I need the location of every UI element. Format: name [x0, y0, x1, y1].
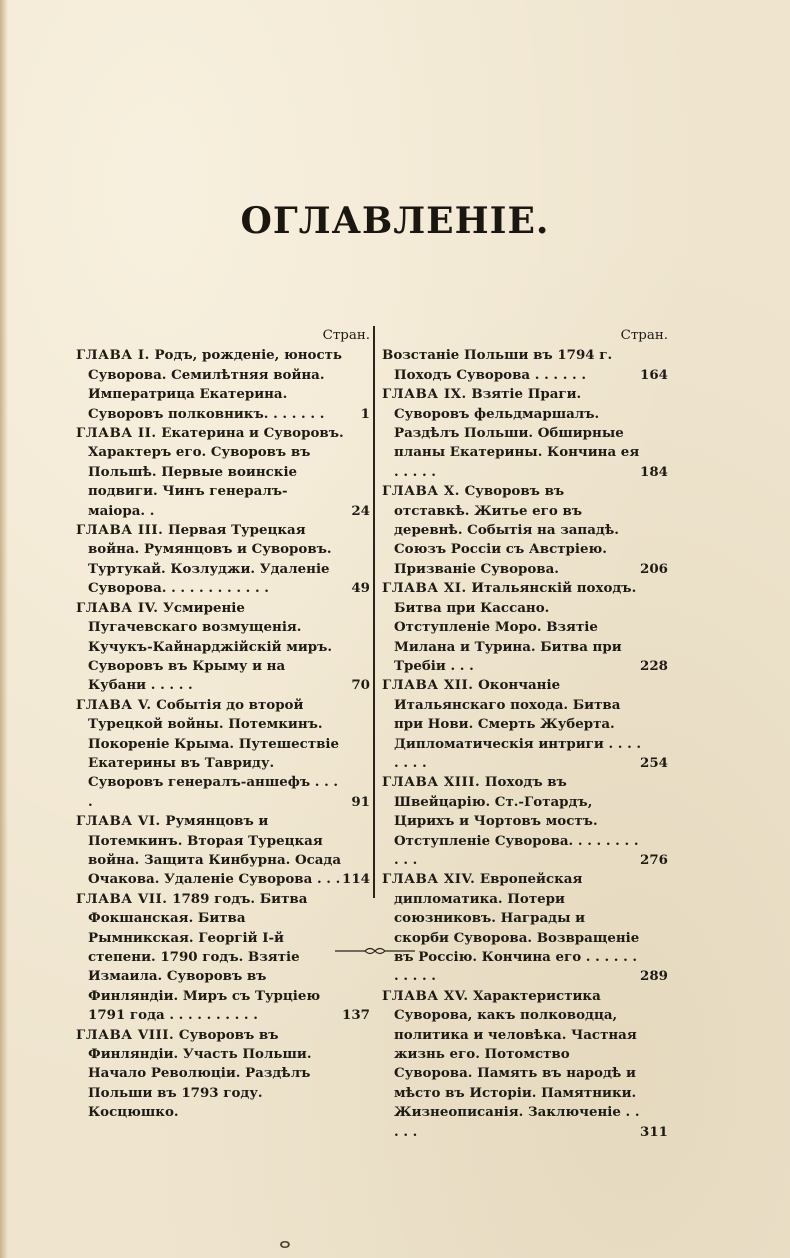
toc-entry [382, 482, 668, 579]
toc-continuation [382, 346, 668, 385]
chapter-page-number: 70 [351, 677, 370, 694]
chapter-label: ГЛАВА III. [76, 522, 164, 539]
chapter-description: 1789 годъ. Битва Фокшанская. Битва Рымникская. Георгiй I-й степени. 1790 годъ. Взятiе Измаила. Суворовъ въ Финляндiи. Миръ съ Турцiею 1791 года . . . . . . . . . . [88, 890, 321, 1024]
chapter-label: ГЛАВА VI. [76, 813, 161, 830]
chapter-label: ГЛАВА X. [382, 483, 460, 500]
chapter-description: Суворовъ въ Финляндiи. Участь Польши. Начало Революцiи. Раздѣлъ Польши въ 1793 году. Косцюшко. [88, 1026, 312, 1121]
continuation-page: 164 [640, 366, 668, 383]
chapter-page-number: 184 [640, 463, 668, 480]
chapter-description: Суворовъ въ отставкѣ. Житье его въ деревнѣ. Событiя на западѣ. Союзъ Россiи съ Австрiею. Призванiе Суворова. [394, 483, 619, 577]
page-title: ОГЛАВЛЕНIЕ. [240, 200, 550, 242]
chapter-label: ГЛАВА IV. [76, 599, 159, 616]
toc-right-list [382, 385, 668, 1142]
toc-left-column [76, 326, 370, 1123]
toc-entry [76, 521, 370, 599]
chapter-page-number: 49 [351, 580, 370, 597]
chapter-description: Событiя до второй Турецкой войны. Потемкинъ. Покоренiе Крыма. Путешествiе Екатерины въ Тавриду. Суворовъ генералъ-аншефъ . . . . [88, 696, 340, 810]
chapter-label: ГЛАВА XV. [382, 987, 469, 1004]
chapter-page-number: 114 [342, 871, 370, 888]
chapter-label: ГЛАВА I. [76, 347, 150, 364]
chapter-label: ГЛАВА IX. [382, 386, 467, 403]
chapter-description: Усмиренiе Пугачевскаго возмущенiя. Кучукъ-Кайнарджiйскiй миръ. Суворовъ въ Крыму и на Кубани . . . . . [88, 599, 333, 694]
ornament-divider [335, 944, 415, 958]
continuation-text: Возстанiе Польши въ 1794 г. Походъ Суворова . . . . . . [382, 347, 613, 383]
chapter-page-number: 24 [351, 502, 370, 519]
chapter-description: Екатерина и Суворовъ. Характеръ его. Суворовъ въ Польшѣ. Первые воинскiе подвиги. Чинъ генералъ-маiора. . [88, 425, 344, 519]
toc-entry [76, 599, 370, 696]
chapter-label: ГЛАВА VII. [76, 890, 168, 907]
chapter-page-number: 311 [640, 1123, 668, 1140]
chapter-label: ГЛАВА VIII. [76, 1026, 175, 1043]
chapter-description: Родъ, рожденiе, юность Суворова. Семилѣтняя война. Императрица Екатерина. Суворовъ полковникъ. . . . . . . [88, 347, 342, 422]
toc-entry [76, 890, 370, 1026]
chapter-label: ГЛАВА XIII. [382, 774, 481, 791]
chapter-page-number: 276 [640, 851, 668, 868]
chapter-page-number: 91 [351, 793, 370, 810]
page-folio-mark: ⴰ [279, 1232, 291, 1253]
chapter-description: Взятiе Праги. Суворовъ фельдмаршалъ. Раздѣлъ Польши. Обширные планы Екатерины. Кончина ея . . . . . [394, 386, 640, 480]
chapter-label: ГЛАВА XIV. [382, 871, 476, 888]
column-divider [373, 326, 375, 898]
toc-right-column [382, 326, 668, 1142]
chapter-page-number: 228 [640, 657, 668, 674]
toc-entry [382, 870, 668, 986]
chapter-page-number: 254 [640, 754, 668, 771]
chapter-description: Окончанiе Итальянскаго похода. Битва при Нови. Смерть Жуберта. Дипломатическiя интриги . . . . . . . . [394, 677, 642, 771]
page-column-header-left: Стран. [322, 328, 370, 343]
chapter-page-number: 137 [342, 1007, 370, 1024]
toc-entry [76, 424, 370, 521]
toc-left-list [76, 346, 370, 1122]
toc-entry [76, 346, 370, 424]
toc-entry [382, 987, 668, 1142]
chapter-description: Европейская дипломатика. Потери союзниковъ. Награды и скорби Суворова. Возвращенiе въ Россiю. Кончина его . . . . . . . . . . . [394, 871, 640, 985]
chapter-description: Румянцовъ и Потемкинъ. Вторая Турецкая война. Защита Кинбурна. Осада Очакова. Удаленiе Суворова . . . [88, 813, 342, 888]
toc-entry [382, 676, 668, 773]
toc-entry [76, 1026, 370, 1123]
chapter-description: Итальянскiй походъ. Битва при Кассано. Отступленiе Моро. Взятiе Милана и Турина. Битва при Требiи . . . [394, 580, 637, 674]
chapter-page-number: 289 [640, 968, 668, 985]
chapter-label: ГЛАВА XII. [382, 677, 474, 694]
toc-entry [76, 812, 370, 890]
toc-entry [382, 385, 668, 482]
chapter-label: ГЛАВА V. [76, 696, 152, 713]
toc-entry [382, 773, 668, 870]
chapter-description: Характеристика Суворова, какъ полководца, политика и человѣка. Частная жизнь его. Потомство Суворова. Память въ народѣ и мѣсто въ Исторiи. Памятники. Жизнеописанiя. Заключенiе . . . . . [394, 987, 640, 1140]
page-edge [0, 0, 8, 1258]
toc-entry [382, 579, 668, 676]
page-column-header-right: Стран. [620, 328, 668, 343]
toc-entry [76, 696, 370, 812]
chapter-page-number: 1 [360, 405, 370, 422]
chapter-description: Походъ въ Швейцарiю. Ст.-Готардъ, Цирихъ и Чортовъ мостъ. Отступленiе Суворова. . . . . . . . . . . [394, 774, 639, 868]
chapter-label: ГЛАВА XI. [382, 580, 467, 597]
chapter-label: ГЛАВА II. [76, 425, 157, 442]
chapter-description: Первая Турецкая война. Румянцовъ и Суворовъ. Туртукай. Козлуджи. Удаленiе Суворова. . . . . . . . . . . . [88, 522, 332, 597]
chapter-page-number: 206 [640, 560, 668, 577]
